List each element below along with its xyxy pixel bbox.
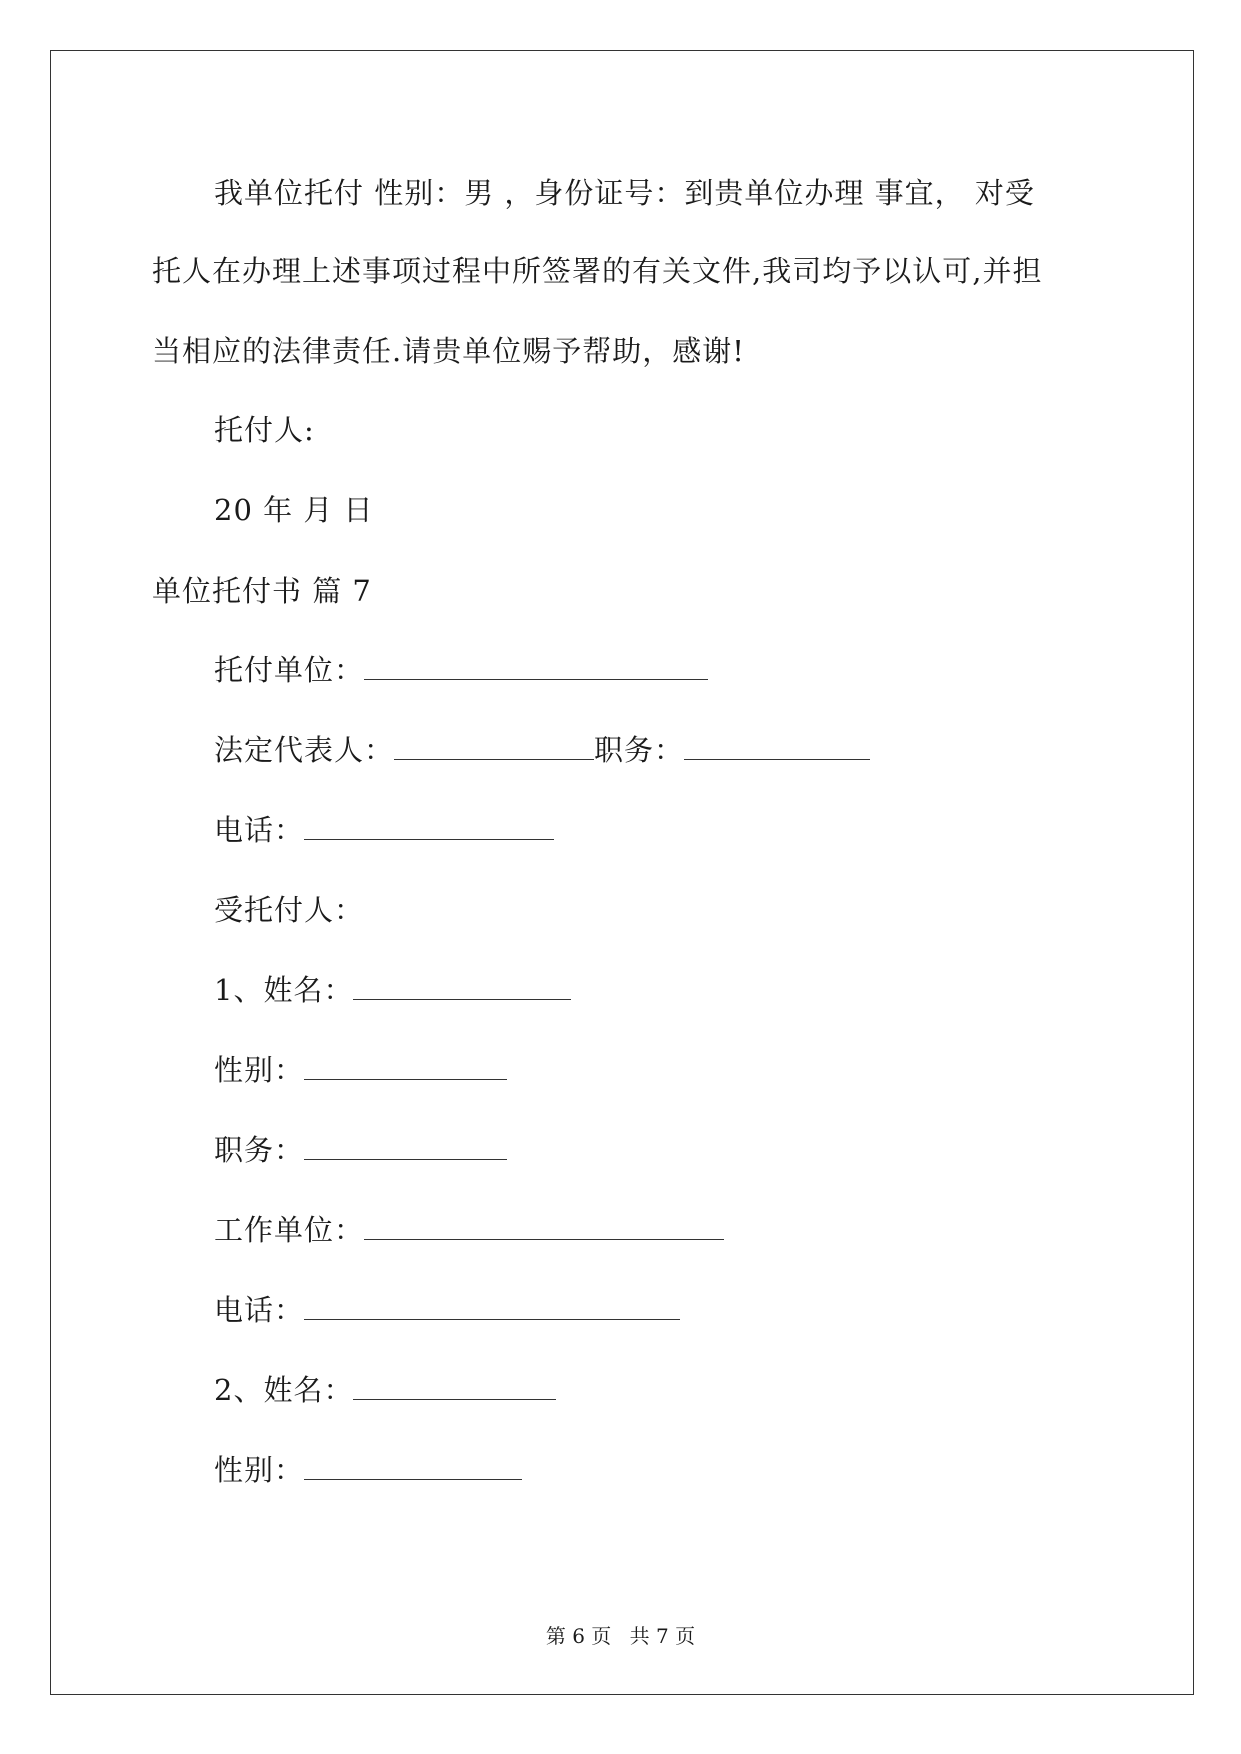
field-label: 1、姓名：	[214, 973, 354, 1007]
fill-blank[interactable]	[353, 977, 571, 1000]
date-line: 20 年 月 日	[214, 493, 374, 527]
fill-blank[interactable]	[304, 1137, 507, 1160]
field-label: 性别：	[214, 1453, 305, 1487]
field-label: 电话：	[214, 813, 305, 847]
field-name-1	[214, 972, 571, 1008]
field-label: 2、姓名：	[214, 1373, 354, 1407]
paragraph-line: 托人在办理上述事项过程中所签署的有关文件,我司均予以认可,并担	[152, 254, 1043, 288]
field-label: 职务：	[594, 733, 685, 767]
page-total: 共 7 页	[629, 1624, 696, 1648]
page-footer	[0, 1620, 1241, 1649]
paragraph-line: 我单位托付 性别：男 ，身份证号：到贵单位办理 事宜， 对受	[214, 176, 1035, 210]
fill-blank[interactable]	[353, 1377, 556, 1400]
field-label: 职务：	[214, 1133, 305, 1167]
field-work-unit-1	[214, 1212, 724, 1248]
field-label: 性别：	[214, 1053, 305, 1087]
field-position-1	[214, 1132, 507, 1168]
fill-blank[interactable]	[304, 1457, 522, 1480]
field-name-2	[214, 1372, 556, 1408]
field-label: 工作单位：	[214, 1213, 365, 1247]
fill-blank[interactable]	[304, 1057, 507, 1080]
fill-blank[interactable]	[304, 817, 554, 840]
field-phone	[214, 812, 554, 848]
fill-blank[interactable]	[364, 1217, 724, 1240]
field-entrust-unit	[214, 652, 708, 688]
field-gender-2	[214, 1452, 522, 1488]
field-label: 法定代表人：	[214, 733, 395, 767]
fill-blank[interactable]	[304, 1297, 680, 1320]
fill-blank[interactable]	[684, 737, 870, 760]
trustee-heading: 受托付人：	[214, 893, 365, 927]
field-gender-1	[214, 1052, 507, 1088]
page-border	[50, 50, 1194, 1695]
field-phone-2	[214, 1292, 680, 1328]
paragraph-line: 当相应的法律责任.请贵单位赐予帮助，感谢!	[152, 334, 745, 368]
principal-label: 托付人:	[214, 413, 315, 447]
field-label: 电话：	[214, 1293, 305, 1327]
field-legal-rep	[214, 732, 870, 768]
page-number: 第 6 页	[545, 1624, 612, 1648]
field-label: 托付单位：	[214, 653, 365, 687]
fill-blank[interactable]	[364, 657, 708, 680]
fill-blank[interactable]	[394, 737, 594, 760]
section-heading: 单位托付书 篇 7	[152, 574, 372, 608]
